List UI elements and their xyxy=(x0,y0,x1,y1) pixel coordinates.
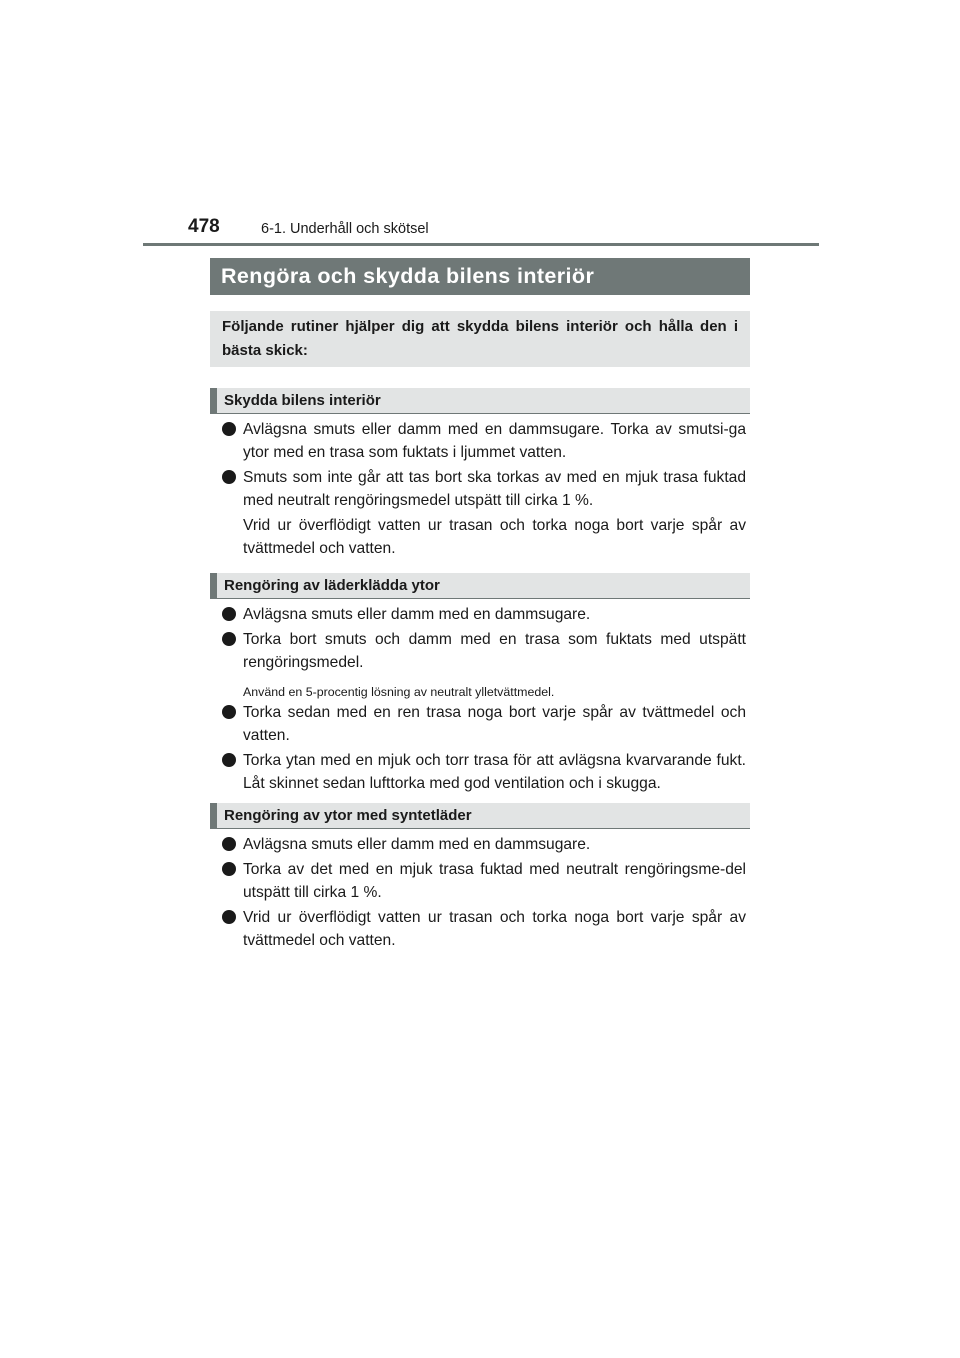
list-item-text: Torka av det med en mjuk trasa fuktad med neutralt rengöringsme-del utspätt till cirka 1 %. xyxy=(243,861,746,901)
bullet-icon xyxy=(222,607,236,621)
bullet-icon xyxy=(222,862,236,876)
section-list-synthetic-leather xyxy=(216,833,746,954)
list-item xyxy=(216,749,746,795)
list-item xyxy=(216,906,746,952)
bullet-icon xyxy=(222,910,236,924)
header-divider xyxy=(143,243,819,246)
section-heading-leather: Rengöring av läderklädda ytor xyxy=(210,573,750,599)
list-item xyxy=(216,833,746,856)
list-item xyxy=(216,628,746,674)
section-list-protect-interior xyxy=(216,418,746,562)
section-heading-synthetic-leather: Rengöring av ytor med syntetläder xyxy=(210,803,750,829)
list-item-text: Avlägsna smuts eller damm med en dammsugare. Torka av smutsi-ga ytor med en trasa som fuktats i ljummet vatten. xyxy=(243,421,746,461)
page-number: 478 xyxy=(188,216,220,237)
list-note: Använd en 5-procentig lösning av neutralt ylletvättmedel. xyxy=(243,685,555,699)
list-item-continuation: Vrid ur överflödigt vatten ur trasan och torka noga bort varje spår av tvättmedel och vatten. xyxy=(243,517,746,557)
section-heading-protect-interior: Skydda bilens interiör xyxy=(210,388,750,414)
list-item xyxy=(216,466,746,512)
list-item-text: Torka ytan med en mjuk och torr trasa för att avlägsna kvarvarande fukt. Låt skinnet sedan lufttorka med god ventilation och i skugga. xyxy=(243,752,746,792)
bullet-icon xyxy=(222,753,236,767)
list-item-text: Avlägsna smuts eller damm med en dammsugare. xyxy=(243,836,591,853)
list-item-text: Torka bort smuts och damm med en trasa som fuktats med utspätt rengöringsmedel. xyxy=(243,631,746,671)
list-item xyxy=(216,418,746,464)
bullet-icon xyxy=(222,705,236,719)
page-title: Rengöra och skydda bilens interiör xyxy=(210,258,750,295)
bullet-icon xyxy=(222,470,236,484)
list-item xyxy=(216,858,746,904)
list-item xyxy=(216,603,746,626)
list-item xyxy=(216,701,746,747)
section-breadcrumb: 6-1. Underhåll och skötsel xyxy=(261,221,429,237)
list-item-text: Smuts som inte går att tas bort ska torkas av med en mjuk trasa fuktad med neutralt rengöringsmedel utspätt till cirka 1 %. xyxy=(243,469,746,509)
list-item-text: Vrid ur överflödigt vatten ur trasan och torka noga bort varje spår av tvättmedel och vatten. xyxy=(243,909,746,949)
bullet-icon xyxy=(222,422,236,436)
section-list-leather xyxy=(216,603,746,797)
bullet-icon xyxy=(222,837,236,851)
list-item-text: Avlägsna smuts eller damm med en dammsugare. xyxy=(243,606,591,623)
intro-text: Följande rutiner hjälper dig att skydda bilens interiör och hålla den i bästa skick: xyxy=(210,311,750,367)
list-item-text: Torka sedan med en ren trasa noga bort varje spår av tvättmedel och vatten. xyxy=(243,704,746,744)
bullet-icon xyxy=(222,632,236,646)
